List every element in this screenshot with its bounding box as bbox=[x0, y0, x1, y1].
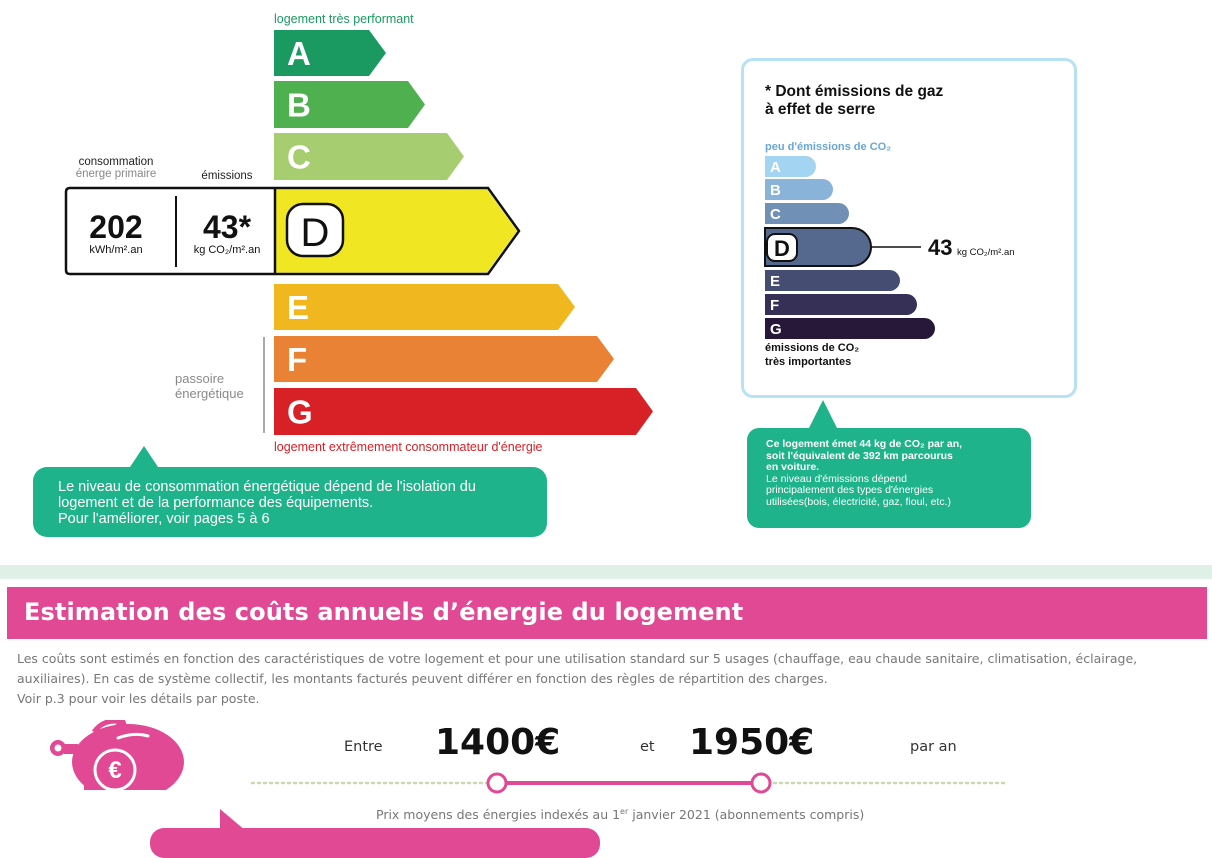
energy-bar-letter: C bbox=[287, 138, 311, 176]
energy-bar-F bbox=[274, 336, 614, 382]
cost-range-min-handle bbox=[488, 774, 506, 792]
emissions-value: 43* bbox=[202, 209, 252, 245]
ges-bar-letter: D bbox=[774, 236, 790, 261]
cost-range-track bbox=[250, 770, 1010, 796]
ges-bottom-label: émissions de CO₂ bbox=[765, 342, 860, 354]
energy-bottom-label: logement extrêmement consommateur d'énergie bbox=[274, 440, 543, 454]
energy-bubble-text: Pour l'améliorer, voir pages 5 à 6 bbox=[58, 511, 270, 527]
ges-bar-letter: B bbox=[770, 182, 781, 199]
energy-bar-letter: F bbox=[287, 341, 308, 378]
consumption-value: 202 bbox=[89, 209, 143, 245]
section-separator bbox=[0, 565, 1212, 579]
ges-value: 43 bbox=[928, 235, 953, 260]
svg-text:€: € bbox=[108, 757, 122, 784]
costs-description bbox=[17, 649, 1200, 709]
ges-bubble-text-bold: soit l'équivalent de 392 km parcourus bbox=[766, 449, 953, 462]
passoire-label: énergétique bbox=[175, 386, 244, 401]
cost-max-value: 1950€ bbox=[689, 722, 815, 763]
passoire-label: passoire bbox=[175, 371, 225, 386]
ges-bar-letter: A bbox=[770, 159, 781, 176]
ges-bar-letter: G bbox=[770, 321, 782, 338]
energy-bar-letter: B bbox=[287, 86, 311, 124]
energy-bubble-text: logement et de la performance des équipements. bbox=[58, 495, 374, 511]
ges-title: * Dont émissions de gaz bbox=[765, 83, 944, 100]
ges-bubble-text: Le niveau d'émissions dépend bbox=[766, 472, 907, 485]
ges-bubble-text-bold: en voiture. bbox=[766, 461, 820, 473]
consumption-header: consommation bbox=[78, 156, 154, 168]
ges-bar-letter: F bbox=[770, 297, 780, 314]
ges-bubble-pointer bbox=[808, 400, 838, 430]
ges-title: à effet de serre bbox=[765, 101, 876, 118]
cost-min-value: 1400€ bbox=[435, 722, 561, 763]
ges-bar-letter: C bbox=[770, 206, 781, 223]
cost-footnote-text: Prix moyens des énergies indexés au 1 bbox=[376, 807, 621, 823]
ges-bottom-label: très importantes bbox=[765, 356, 852, 368]
emissions-header: émissions bbox=[201, 170, 253, 182]
ges-bar-E bbox=[765, 270, 900, 291]
energy-info-bubble bbox=[33, 467, 547, 537]
ges-bubble-text: utilisées(bois, électricité, gaz, fioul, etc.) bbox=[766, 495, 951, 508]
cost-range-max-handle bbox=[752, 774, 770, 792]
ges-bubble-text-bold: Ce logement émet 44 kg de CO₂ par an, bbox=[766, 438, 963, 450]
costs-description-line: auxiliaires). En cas de système collectif, les montants facturés peuvent différer en fonction des règles de répartition des charges. bbox=[17, 671, 828, 686]
energy-bar-E bbox=[274, 284, 575, 330]
current-class-letter: D bbox=[300, 211, 330, 255]
ges-bar-G bbox=[765, 318, 935, 339]
energy-bar-letter: A bbox=[287, 35, 311, 72]
consumption-header-sub: énerge primaire bbox=[75, 168, 157, 180]
cost-entre-label: Entre bbox=[344, 739, 383, 755]
cost-footnote bbox=[376, 807, 864, 822]
ges-label bbox=[741, 58, 1081, 398]
energy-top-label: logement très performant bbox=[274, 12, 414, 26]
emissions-unit: kg CO₂/m².an bbox=[193, 244, 261, 256]
energy-label bbox=[0, 0, 700, 545]
ges-bar-letter: E bbox=[770, 273, 781, 290]
ges-bar-F bbox=[765, 294, 917, 315]
costs-description-line: Les coûts sont estimés en fonction des caractéristiques de votre logement et pour une utilisation standard sur 5 usages (chauffage, eau chaude sanitaire, climatisation, éclairage, bbox=[17, 651, 1138, 666]
consumption-unit: kWh/m².an bbox=[89, 244, 143, 256]
energy-bubble-text: Le niveau de consommation énergétique dépend de l'isolation du bbox=[58, 479, 476, 495]
cost-footnote-text: janvier 2021 (abonnements compris) bbox=[628, 807, 865, 823]
energy-bar-letter: G bbox=[287, 393, 313, 431]
cost-et-label: et bbox=[640, 739, 655, 755]
cost-info-bubble bbox=[150, 828, 600, 858]
ges-bubble-text: principalement des types d'énergies bbox=[766, 484, 934, 496]
cost-footnote-sup: er bbox=[620, 807, 629, 816]
costs-header bbox=[7, 587, 1207, 639]
costs-description-line: Voir p.3 pour voir les détails par poste. bbox=[17, 691, 260, 706]
piggy-bank-euro-icon bbox=[48, 720, 188, 790]
cost-par-an-label: par an bbox=[910, 739, 957, 755]
energy-bar-G bbox=[274, 388, 653, 435]
ges-top-label: peu d'émissions de CO₂ bbox=[765, 141, 892, 153]
ges-info-bubble bbox=[747, 428, 1031, 528]
costs-title: Estimation des coûts annuels d’énergie du logement bbox=[24, 598, 744, 626]
ges-unit: kg CO₂/m².an bbox=[957, 247, 1015, 258]
energy-bar-letter: E bbox=[287, 289, 310, 326]
